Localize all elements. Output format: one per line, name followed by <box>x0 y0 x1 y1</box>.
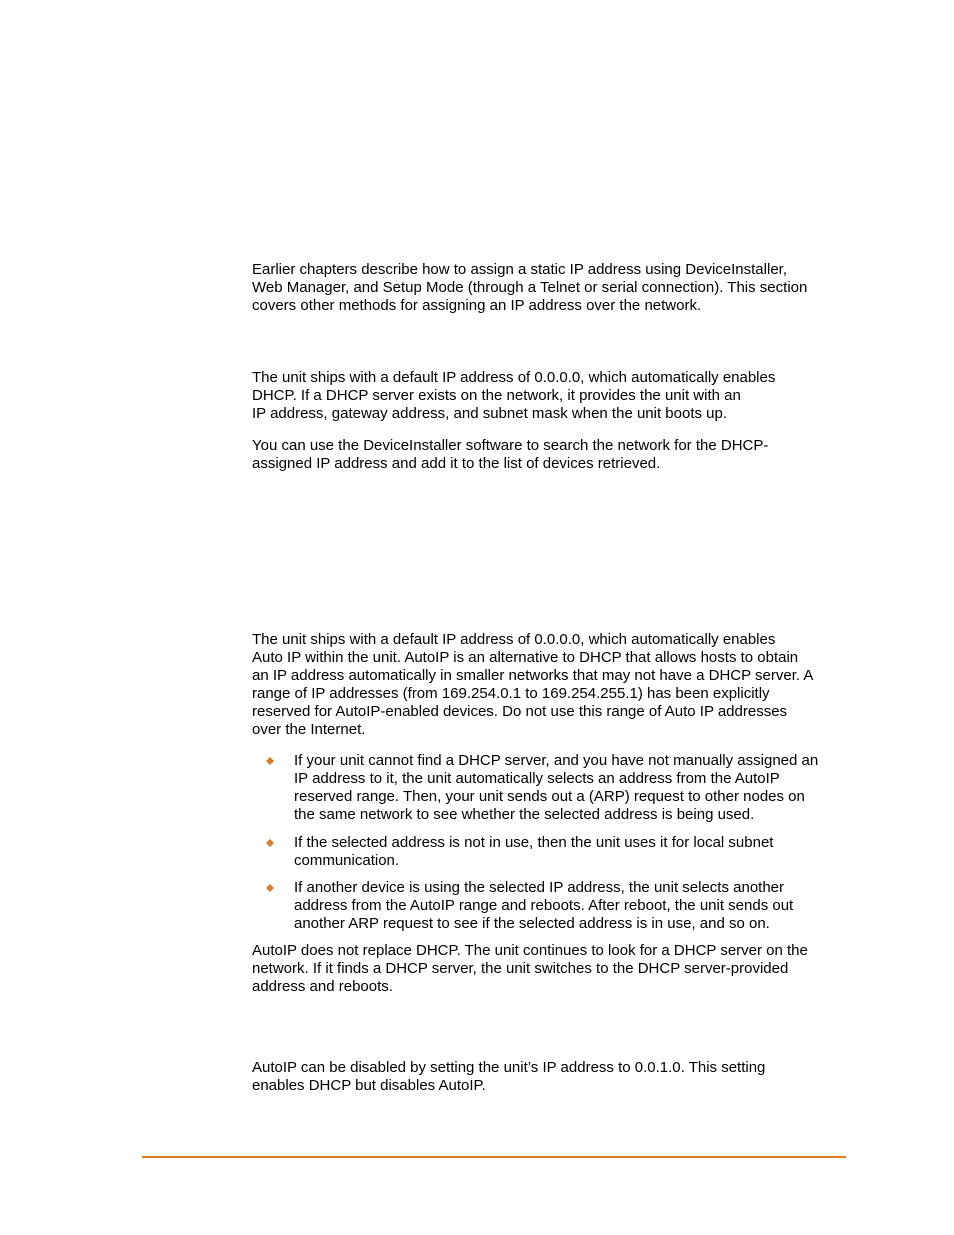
disable-autoip-paragraph <box>252 1059 765 1095</box>
text-line: enables DHCP but disables AutoIP. <box>252 1077 486 1094</box>
text-line: If the selected address is not in use, then the unit uses it for local subnet <box>294 834 774 851</box>
bullet-text <box>294 834 773 870</box>
text-line: Auto IP within the unit. AutoIP is an alternative to DHCP that allows hosts to obtain <box>252 649 799 666</box>
text-line: IP address to it, the unit automatically selects an address from the AutoIP <box>294 770 780 787</box>
autoip-paragraph-2 <box>252 942 808 996</box>
text-line: Earlier chapters describe how to assign a static IP address using DeviceInstaller, <box>252 261 787 278</box>
text-line: If another device is using the selected IP address, the unit selects another <box>294 879 785 896</box>
text-line: assigned IP address and add it to the list of devices retrieved. <box>252 455 661 472</box>
text-line: address and reboots. <box>252 978 393 995</box>
diamond-bullet-icon <box>266 884 274 892</box>
autoip-paragraph-1 <box>252 631 813 739</box>
text-line: network. If it finds a DHCP server, the unit switches to the DHCP server-provided <box>252 960 789 977</box>
text-line: reserved range. Then, your unit sends out a (ARP) request to other nodes on <box>294 788 805 805</box>
bullet-text <box>294 879 793 933</box>
text-line: AutoIP can be disabled by setting the unit’s IP address to 0.0.1.0. This setting <box>252 1059 766 1076</box>
text-line: reserved for AutoIP-enabled devices. Do not use this range of Auto IP addresses <box>252 703 788 720</box>
text-line: an IP address automatically in smaller networks that may not have a DHCP server. A <box>252 667 814 684</box>
text-line: the same network to see whether the selected address is being used. <box>294 806 755 823</box>
bullet-text <box>294 752 818 824</box>
text-line: Web Manager, and Setup Mode (through a Telnet or serial connection). This section <box>252 279 808 296</box>
text-line: AutoIP does not replace DHCP. The unit continues to look for a DHCP server on the <box>252 942 808 959</box>
text-line: over the Internet. <box>252 721 366 738</box>
dhcp-paragraph-1 <box>252 369 775 423</box>
text-line: The unit ships with a default IP address of 0.0.0.0, which automatically enables <box>252 369 776 386</box>
text-line: communication. <box>294 852 400 869</box>
text-line: You can use the DeviceInstaller software to search the network for the DHCP- <box>252 437 769 454</box>
diamond-bullet-icon <box>266 839 274 847</box>
text-line: range of IP addresses (from 169.254.0.1 to 169.254.255.1) has been explicitly <box>252 685 770 702</box>
text-line: address from the AutoIP range and reboots. After reboot, the unit sends out <box>294 897 794 914</box>
text-line: DHCP. If a DHCP server exists on the network, it provides the unit with an <box>252 387 741 404</box>
text-line: The unit ships with a default IP address of 0.0.0.0, which automatically enables <box>252 631 776 648</box>
text-line: another ARP request to see if the selected address is in use, and so on. <box>294 915 770 932</box>
text-line: If your unit cannot find a DHCP server, and you have not manually assigned an <box>294 752 819 769</box>
diamond-bullet-icon <box>266 757 274 765</box>
text-line: covers other methods for assigning an IP address over the network. <box>252 297 702 314</box>
dhcp-paragraph-2 <box>252 437 768 473</box>
footer-divider <box>142 1156 846 1158</box>
text-line: IP address, gateway address, and subnet mask when the unit boots up. <box>252 405 728 422</box>
intro-paragraph <box>252 261 807 315</box>
